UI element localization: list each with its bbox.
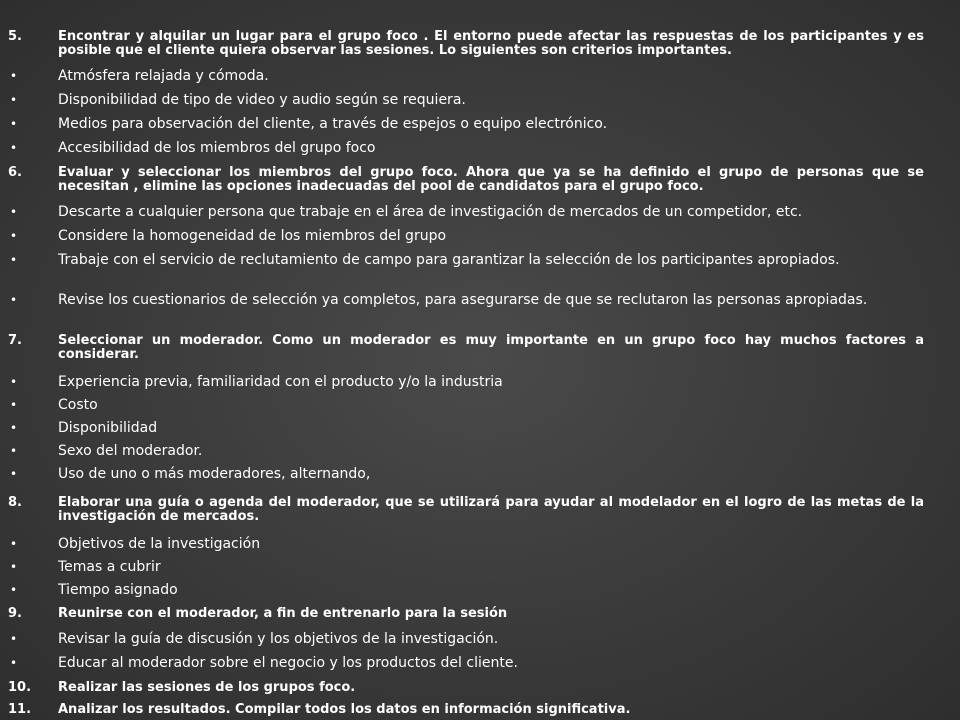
list-item-text: Atmósfera relajada y cómoda. xyxy=(58,68,269,84)
bullet-icon: • xyxy=(10,253,18,267)
list-item-text: Descarte a cualquier persona que trabaje en el área de investigación de mercados de un competidor, etc. xyxy=(58,204,803,220)
bullet-icon: • xyxy=(10,93,18,107)
bullet-icon: • xyxy=(10,293,18,307)
bullet-icon: • xyxy=(10,467,18,481)
bullet-icon: • xyxy=(10,537,18,551)
step-text: Encontrar y alquilar un lugar para el grupo foco . El entorno puede afectar las respuestas de los participantes y es posible que el cliente quiera observar las sesiones. Lo siguientes son criterios importantes. xyxy=(58,29,924,58)
list-item-text: Experiencia previa, familiaridad con el producto y/o la industria xyxy=(58,374,503,390)
bullet-icon: • xyxy=(10,375,18,389)
bullet-icon: • xyxy=(10,141,18,155)
list-item-text: Costo xyxy=(58,397,98,413)
bullet-icon: • xyxy=(10,205,18,219)
list-item-text: Trabaje con el servicio de reclutamiento de campo para garantizar la selección de los participantes apropiados. xyxy=(58,252,840,268)
list-item-text: Accesibilidad de los miembros del grupo foco xyxy=(58,140,376,156)
step-text: Realizar las sesiones de los grupos foco. xyxy=(58,680,356,695)
step-number: 10. xyxy=(8,680,32,695)
list-item-text: Disponibilidad xyxy=(58,420,158,436)
bullet-icon: • xyxy=(10,656,18,670)
step-number: 11. xyxy=(8,702,32,717)
list-item-text: Tiempo asignado xyxy=(58,582,178,598)
list-item-text: Sexo del moderador. xyxy=(58,443,203,459)
step-text: Evaluar y seleccionar los miembros del grupo foco. Ahora que ya se ha definido el grupo de personas que se necesitan , elimine las opciones inadecuadas del pool de candidatos para el grupo foco. xyxy=(58,165,924,194)
step-text: Analizar los resultados. Compilar todos los datos en información significativa. xyxy=(58,702,631,717)
bullet-icon: • xyxy=(10,560,18,574)
step-text: Reunirse con el moderador, a fin de entrenarlo para la sesión xyxy=(58,606,508,621)
bullet-icon: • xyxy=(10,229,18,243)
list-item-text: Revise los cuestionarios de selección ya completos, para asegurarse de que se reclutaron las personas apropiadas. xyxy=(58,292,868,308)
step-number: 8. xyxy=(8,495,22,510)
step-number: 5. xyxy=(8,29,22,44)
list-item-text: Revisar la guía de discusión y los objetivos de la investigación. xyxy=(58,631,499,647)
bullet-icon: • xyxy=(10,69,18,83)
list-item-text: Considere la homogeneidad de los miembros del grupo xyxy=(58,228,447,244)
list-item-text: Disponibilidad de tipo de video y audio según se requiera. xyxy=(58,92,466,108)
list-item-text: Uso de uno o más moderadores, alternando, xyxy=(58,466,371,482)
step-number: 6. xyxy=(8,165,22,180)
step-text: Elaborar una guía o agenda del moderador, que se utilizará para ayudar al modelador en el logro de las metas de la investigación de mercados. xyxy=(58,495,924,524)
list-item-text: Temas a cubrir xyxy=(58,559,161,575)
step-number: 7. xyxy=(8,333,22,348)
bullet-icon: • xyxy=(10,398,18,412)
bullet-icon: • xyxy=(10,632,18,646)
step-number: 9. xyxy=(8,606,22,621)
list-item-text: Medios para observación del cliente, a través de espejos o equipo electrónico. xyxy=(58,116,608,132)
bullet-icon: • xyxy=(10,421,18,435)
list-item-text: Educar al moderador sobre el negocio y los productos del cliente. xyxy=(58,655,518,671)
step-text: Seleccionar un moderador. Como un moderador es muy importante en un grupo foco hay muchos factores a considerar. xyxy=(58,333,924,362)
list-item-text: Objetivos de la investigación xyxy=(58,536,261,552)
bullet-icon: • xyxy=(10,444,18,458)
bullet-icon: • xyxy=(10,583,18,597)
bullet-icon: • xyxy=(10,117,18,131)
